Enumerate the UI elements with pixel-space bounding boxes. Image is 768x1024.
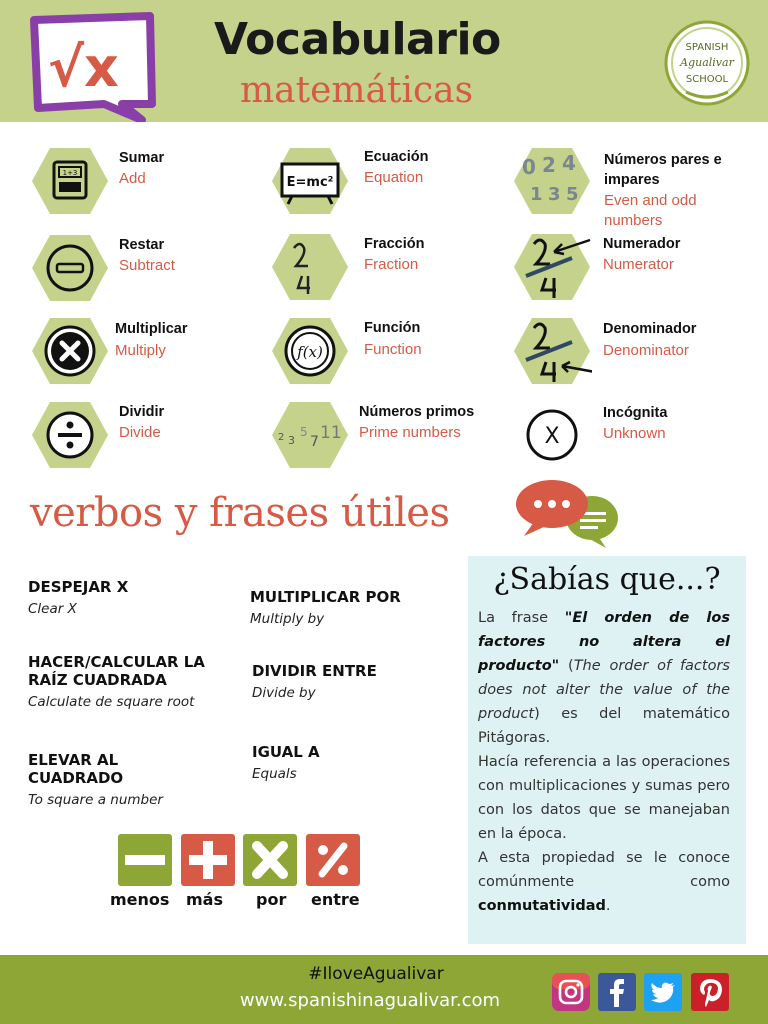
- divide-circle-icon: [30, 400, 110, 470]
- vocab-es: Ecuación: [364, 149, 429, 165]
- blackboard-icon: [270, 146, 350, 216]
- op-label-por: por: [256, 890, 287, 909]
- odd-digit: 3: [548, 184, 561, 205]
- phrase-es: HACER/CALCULAR LA RAÍZ CUADRADA: [28, 653, 205, 689]
- vocab-es: Sumar: [119, 150, 165, 166]
- phrase-item: [28, 751, 168, 808]
- even-odd-icon: [512, 146, 592, 216]
- vocab-en: Subtract: [119, 257, 175, 274]
- vocab-item-multiplicar: [30, 316, 280, 396]
- phrase-en: Equals: [252, 766, 297, 782]
- phrase-es: IGUAL A: [252, 743, 320, 761]
- times-circle-icon: [30, 316, 110, 386]
- vocab-es: Función: [364, 320, 421, 336]
- vocab-es: Multiplicar: [115, 321, 188, 337]
- prime-digit: 11: [320, 423, 342, 443]
- vocab-es: Dividir: [119, 404, 165, 420]
- odd-digit: 1: [530, 184, 543, 205]
- phrase-item: [28, 653, 238, 710]
- vocab-es: Fracción: [364, 236, 425, 252]
- vocab-item-sumar: [30, 146, 280, 226]
- vocab-en: Fraction: [364, 256, 419, 273]
- even-digit: 2: [542, 153, 556, 177]
- vocab-en: Unknown: [603, 425, 666, 442]
- vocab-en: Function: [364, 341, 422, 358]
- prime-numbers-icon: [270, 400, 350, 470]
- vocab-en: Divide: [119, 424, 161, 441]
- vocab-item-funcion: [270, 316, 520, 396]
- footer-website-link[interactable]: www.spanishinagualivar.com: [239, 990, 501, 1011]
- fraction-icon: [270, 232, 350, 302]
- phrase-en: Calculate de square root: [28, 694, 195, 710]
- phrase-en: Clear X: [28, 601, 77, 617]
- phrase-es: ELEVAR AL CUADRADO: [28, 751, 124, 787]
- phrase-es: MULTIPLICAR POR: [250, 588, 401, 606]
- op-label-entre: entre: [311, 890, 360, 909]
- phrase-item: [28, 578, 238, 617]
- twitter-icon[interactable]: [644, 973, 682, 1011]
- phrase-item: [250, 588, 460, 627]
- fx-text: f(x): [297, 343, 323, 361]
- page-title: Vocabulario: [214, 14, 501, 65]
- know-p1-paren-open: (: [559, 658, 574, 674]
- unknown-glyph: X: [544, 424, 560, 449]
- times-icon: [243, 834, 297, 886]
- phrase-es: DIVIDIR ENTRE: [252, 662, 377, 680]
- odd-digit: 5: [566, 184, 579, 205]
- prime-digit: 2: [278, 432, 285, 443]
- prime-digit: 3: [288, 434, 295, 447]
- phrase-en: To square a number: [28, 792, 163, 808]
- vocab-item-dividir: [30, 400, 280, 480]
- vocab-es: Denominador: [603, 321, 697, 337]
- page-subtitle: matemáticas: [240, 70, 474, 111]
- know-p2: Hacía referencia a las operaciones con multiplicaciones y sumas pero con los datos que se manejaban en la época.: [478, 754, 730, 842]
- know-p1-quote: "El orden de los factores no altera el producto": [478, 610, 730, 674]
- percent-icon: [306, 834, 360, 886]
- numerator-icon: [512, 232, 592, 302]
- did-you-know-body: [478, 606, 730, 918]
- vocab-es: Incógnita: [603, 405, 668, 421]
- badge-line2: Agualivar: [680, 56, 734, 69]
- know-p1-rest: ) es del matemático Pitágoras.: [478, 706, 730, 746]
- vocab-es: Restar: [119, 237, 165, 253]
- know-p3-intro: A esta propiedad se le conoce comúnmente como: [478, 850, 730, 890]
- badge-line1: SPANISH: [685, 42, 729, 53]
- denominator-icon: [512, 316, 592, 386]
- phrase-en: Multiply by: [250, 611, 325, 627]
- badge-line3: SCHOOL: [685, 74, 729, 85]
- vocab-es: Numerador: [603, 236, 681, 252]
- vocab-item-incognita: [512, 400, 762, 480]
- vocab-en: Numerator: [603, 256, 674, 273]
- minus-circle-icon: [30, 233, 110, 303]
- plus-icon: [181, 834, 235, 886]
- svg-text:1+3: 1+3: [62, 169, 78, 177]
- function-icon: [270, 316, 350, 386]
- minus-icon: [118, 834, 172, 886]
- know-p1-intro: La frase: [478, 610, 565, 626]
- vocab-en: Add: [119, 170, 146, 187]
- phrase-item: [252, 743, 462, 782]
- prime-digit: 5: [300, 425, 308, 439]
- school-badge: [664, 20, 750, 106]
- phrase-en: Divide by: [252, 685, 316, 701]
- vocab-item-denominador: [512, 316, 762, 396]
- pinterest-icon[interactable]: [691, 973, 729, 1011]
- instagram-icon[interactable]: [552, 973, 590, 1011]
- facebook-icon[interactable]: [598, 973, 636, 1011]
- logo-glyph: √x: [48, 36, 119, 99]
- prime-digit: 7: [310, 434, 319, 450]
- phrase-es: DESPEJAR X: [28, 578, 129, 596]
- phrases-title: verbos y frases útiles: [30, 490, 450, 536]
- vocab-item-ecuacion: [270, 146, 520, 226]
- vocab-es: Números pares e impares: [604, 152, 722, 188]
- vocab-en: Multiply: [115, 342, 166, 359]
- op-label-mas: más: [186, 890, 223, 909]
- op-label-menos: menos: [110, 890, 170, 909]
- vocab-item-restar: [30, 233, 280, 313]
- board-text: E=mc²: [286, 175, 334, 190]
- chat-bubbles-icon: [512, 478, 624, 550]
- vocab-item-pares: [512, 146, 762, 234]
- sqrt-x-logo-icon: [24, 12, 160, 122]
- vocab-item-numerador: [512, 232, 762, 312]
- vocab-en: Equation: [364, 169, 424, 186]
- vocab-en: Prime numbers: [359, 424, 461, 441]
- know-p3-term: conmutatividad: [478, 898, 606, 914]
- calculator-icon: [30, 146, 110, 216]
- know-p3-end: .: [605, 898, 611, 914]
- did-you-know-box: [468, 556, 746, 944]
- phrase-item: [252, 662, 462, 701]
- know-p1-translation: The order of factors does not alter the value of the product: [478, 658, 730, 722]
- even-digit: 0: [522, 155, 536, 179]
- vocab-en: Even and odd numbers: [604, 192, 697, 229]
- vocab-es: Números primos: [359, 404, 475, 420]
- even-digit: 4: [562, 151, 576, 175]
- vocab-en: Denominator: [603, 342, 689, 359]
- vocab-item-primos: [270, 400, 520, 480]
- footer-hashtag: #IloveAgualivar: [308, 964, 444, 984]
- did-you-know-title: ¿Sabías que...?: [493, 562, 721, 597]
- unknown-x-icon: [512, 400, 592, 470]
- vocab-item-fraccion: [270, 232, 520, 312]
